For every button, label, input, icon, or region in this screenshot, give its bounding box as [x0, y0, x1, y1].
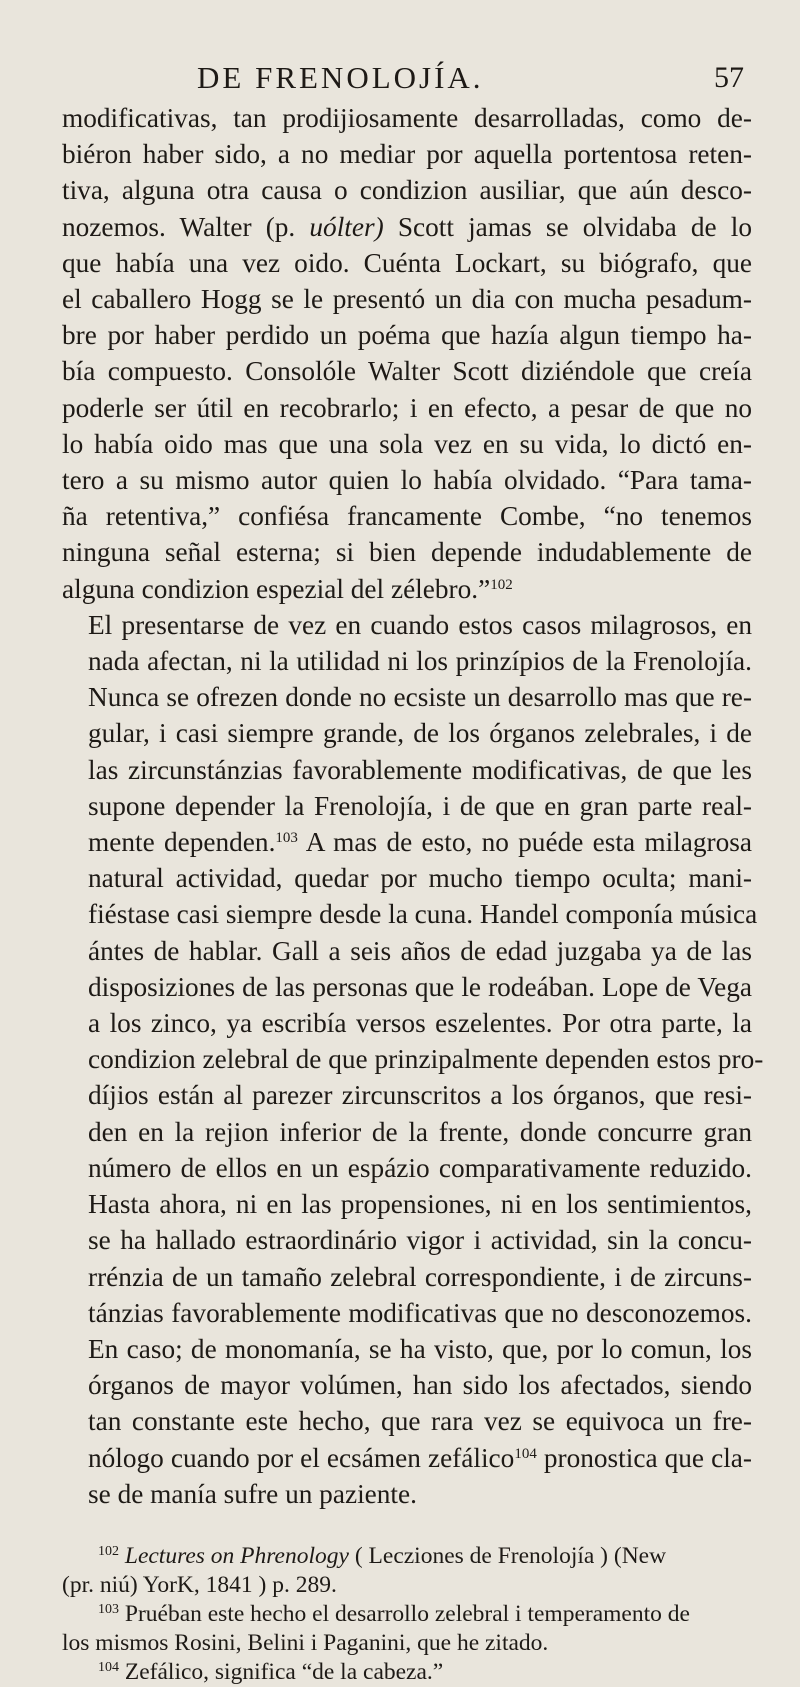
text-line: el caballero Hogg se le presentó un dia con mucha pesadum-	[62, 284, 752, 315]
text-line: Hasta ahora, ni en las propensiones, ni en los sentimientos,	[88, 1189, 752, 1220]
body-text	[62, 100, 764, 1512]
text-line: nada afectan, ni la utilidad ni los prinzípios de la Frenolojía.	[88, 646, 752, 677]
page-number: 57	[714, 61, 744, 94]
text-line: las zircunstánzias favorablemente modificativas, de que les	[88, 754, 752, 785]
text-line: bía compuesto. Consolóle Walter Scott diziéndole que creía	[62, 356, 752, 387]
footnote-mark: 103	[98, 1601, 119, 1617]
text-fragment: nozemos. Walter (p.	[62, 211, 310, 242]
text-line: tiva, alguna otra causa o condizion ausiliar, que aún desco-	[62, 175, 752, 206]
text-line: supone depender la Frenolojía, i de que en gran parte real-	[88, 790, 752, 821]
footnote-line: los mismos Rosini, Belini i Paganini, que he zitado.	[62, 1629, 549, 1656]
footnote-102	[62, 1542, 752, 1600]
footnote-mark: 104	[98, 1659, 119, 1675]
text-line: disposiziones de las personas que le rodeában. Lope de Vega	[88, 971, 752, 1002]
text-fragment: A mas de esto, no puéde esta milagrosa	[297, 827, 752, 858]
text-line	[62, 824, 752, 860]
text-line: díjios están al parezer zircunscritos a los órganos, que resi-	[88, 1080, 752, 1111]
page-header	[62, 58, 752, 98]
text-line	[62, 209, 752, 245]
text-fragment: mente dependen.	[88, 827, 276, 858]
footnote-103	[62, 1600, 752, 1658]
footnote-ref-104[interactable]: 104	[514, 1445, 537, 1462]
text-line: ña retentiva,” confiésa francamente Combe, “no tenemos	[62, 501, 752, 532]
text-line: poderle ser útil en recobrarlo; i en efecto, a pesar de que no	[62, 392, 752, 423]
text-fragment: pronostica que cla-	[536, 1442, 752, 1473]
text-line: El presentarse de vez en cuando estos casos milagrosos, en	[88, 609, 752, 640]
text-line: condizion zelebral de que prinzipalmente dependen estos pro-	[88, 1044, 764, 1075]
text-line: bre por haber perdido un poéma que hazía algun tiempo ha-	[62, 320, 752, 351]
footnote-line	[62, 1542, 752, 1571]
text-line	[62, 571, 752, 607]
footnote-ref-102[interactable]: 102	[490, 576, 513, 593]
text-line: ninguna señal esterna; si bien depende indudablemente de	[62, 537, 752, 568]
text-fragment: alguna condizion espezial del zélebro.”	[62, 573, 491, 604]
text-line: se ha hallado estraordinário vigor i actividad, sin la concu-	[88, 1225, 752, 1256]
running-title: DE FRENOLOJÍA.	[197, 60, 484, 95]
footnote-104	[62, 1658, 752, 1687]
paragraph-1	[62, 100, 752, 607]
footnote-line	[62, 1600, 752, 1629]
text-line: tánzias favorablemente modificativas que no desconozemos.	[88, 1297, 752, 1328]
cited-book-title: Lectures on Phrenology	[124, 1542, 349, 1569]
text-line: número de ellos en un espázio comparativamente reduzido.	[88, 1152, 752, 1183]
text-line: tan constante este hecho, que rara vez se equivoca un fre-	[88, 1406, 752, 1437]
text-line: modificativas, tan prodijiosamente desarrolladas, como de-	[62, 103, 752, 133]
text-line: natural actividad, quedar por mucho tiempo oculta; mani-	[88, 863, 752, 894]
footnotes	[62, 1542, 752, 1687]
text-line: rrénzia de un tamaño zelebral correspondiente, i de zircuns-	[88, 1261, 752, 1292]
footnote-ref-103[interactable]: 103	[275, 830, 298, 847]
text-fragment: Pruéban este hecho el desarrollo zelebral i temperamento de	[119, 1600, 690, 1627]
text-line: órganos de mayor volúmen, han sido los afectados, siendo	[88, 1370, 752, 1401]
footnote-line: (pr. niú) YorK, 1841 ) p. 289.	[62, 1571, 337, 1598]
text-line: biéron haber sido, a no mediar por aquella portentosa reten-	[62, 139, 752, 170]
text-fragment: nólogo cuando por el ecsámen zefálico	[88, 1442, 515, 1473]
footnote-line	[62, 1658, 752, 1687]
text-line: En caso; de monomanía, se ha visto, que, por lo comun, los	[88, 1333, 752, 1364]
text-fragment: Zefálico, significa “de la cabeza.”	[119, 1658, 444, 1685]
text-line: gular, i casi siempre grande, de los órganos zelebrales, i de	[88, 718, 752, 749]
text-line: lo había oido mas que una sola vez en su vida, lo dictó en-	[62, 428, 752, 459]
text-line: que había una vez oido. Cuénta Lockart, su biógrafo, que	[62, 247, 752, 278]
text-line	[62, 1440, 752, 1476]
text-fragment: ( Lecziones de Frenolojía ) (New	[348, 1542, 667, 1569]
text-line: a los zinco, ya escribía versos eszelentes. Por otra parte, la	[88, 1008, 752, 1039]
text-line: ántes de hablar. Gall a seis años de edad juzgaba ya de las	[88, 935, 752, 966]
text-fragment: Scott jamas se olvidaba de lo	[383, 211, 752, 242]
paragraph-2	[62, 607, 764, 1512]
text-line: tero a su mismo autor quien lo había olvidado. “Para tama-	[62, 465, 752, 496]
text-line: Nunca se ofrezen donde no ecsiste un desarrollo mas que re-	[88, 682, 752, 713]
pronunciation-italic: uólter)	[309, 211, 384, 242]
text-line: fiéstase casi siempre desde la cuna. Handel componía música	[88, 899, 758, 930]
text-line: se de manía sufre un paziente.	[88, 1478, 417, 1509]
text-line: den en la rejion inferior de la frente, donde concurre gran	[88, 1116, 752, 1147]
footnote-mark: 102	[98, 1543, 119, 1559]
